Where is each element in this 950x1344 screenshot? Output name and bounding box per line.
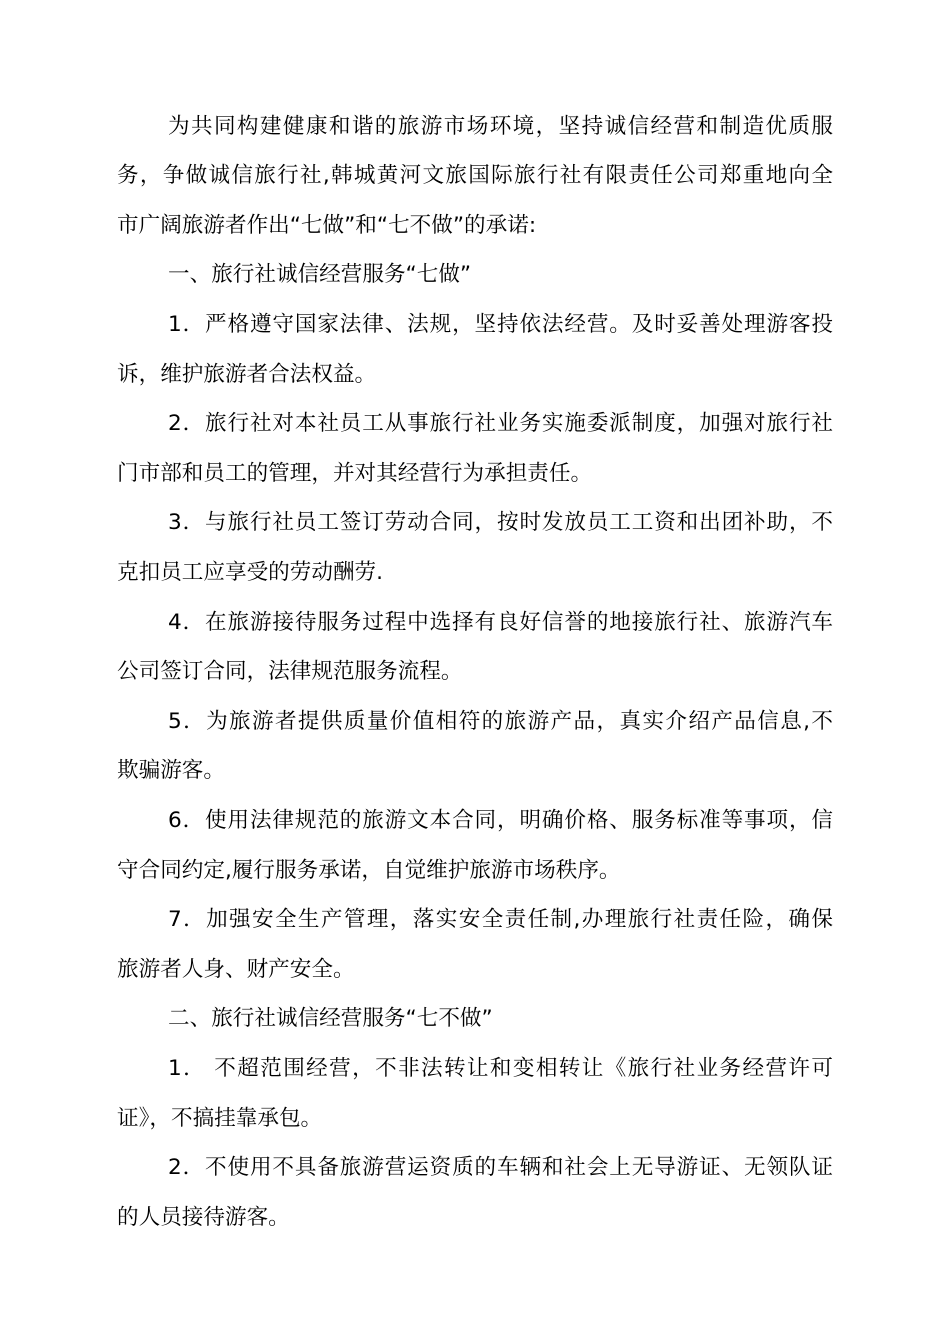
item-6-line-2: 守合同约定,履行服务承诺，自觉维护旅游市场秩序。	[117, 858, 621, 883]
intro-line-1: 为共同构建健康和谐的旅游市场环境，坚持诚信经营和制造优质服	[168, 114, 833, 139]
item-1-line-1: 1．严格遵守国家法律、法规，坚持依法经营。及时妥善处理游客投	[168, 312, 833, 337]
item-2-line-2: 门市部和员工的管理，并对其经营行为承担责任。	[117, 461, 593, 486]
section-heading-seven-dont: 二、旅行社诚信经营服务“七不做”	[168, 1006, 493, 1031]
item-7-line-2: 旅游者人身、财产安全。	[117, 957, 355, 982]
item-7-line-1: 7．加强安全生产管理，落实安全责任制,办理旅行社责任险，确保	[168, 907, 833, 932]
item-3-line-2: 克扣员工应享受的劳动酬劳.	[117, 560, 383, 585]
item-1-line-2: 诉，维护旅游者合法权益。	[117, 362, 377, 387]
dont-item-1-line-1: 1． 不超范围经营，不非法转让和变相转让《旅行社业务经营许可	[168, 1056, 833, 1081]
item-3-line-1: 3．与旅行社员工签订劳动合同，按时发放员工工资和出团补助，不	[168, 510, 833, 535]
item-2-line-1: 2．旅行社对本社员工从事旅行社业务实施委派制度，加强对旅行社	[168, 411, 833, 436]
dont-item-1-line-2: 证》，不搞挂靠承包。	[117, 1106, 323, 1131]
item-6-line-1: 6．使用法律规范的旅游文本合同，明确价格、服务标准等事项，信	[168, 808, 833, 833]
intro-line-3: 市广阔旅游者作出“七做”和“七不做”的承诺:	[117, 213, 537, 238]
item-5-line-2: 欺骗游客。	[117, 758, 225, 783]
item-4-line-2: 公司签订合同，法律规范服务流程。	[117, 659, 463, 684]
dont-item-2-line-1: 2．不使用不具备旅游营运资质的车辆和社会上无导游证、无领队证	[168, 1155, 833, 1180]
item-5-line-1: 5．为旅游者提供质量价值相符的旅游产品，真实介绍产品信息,不	[168, 709, 833, 734]
item-4-line-1: 4．在旅游接待服务过程中选择有良好信誉的地接旅行社、旅游汽车	[168, 610, 833, 635]
section-heading-seven-do: 一、旅行社诚信经营服务“七做”	[168, 262, 472, 287]
dont-item-2-line-2: 的人员接待游客。	[117, 1205, 290, 1230]
intro-line-2: 务，争做诚信旅行社,韩城黄河文旅国际旅行社有限责任公司郑重地向全	[117, 163, 833, 188]
